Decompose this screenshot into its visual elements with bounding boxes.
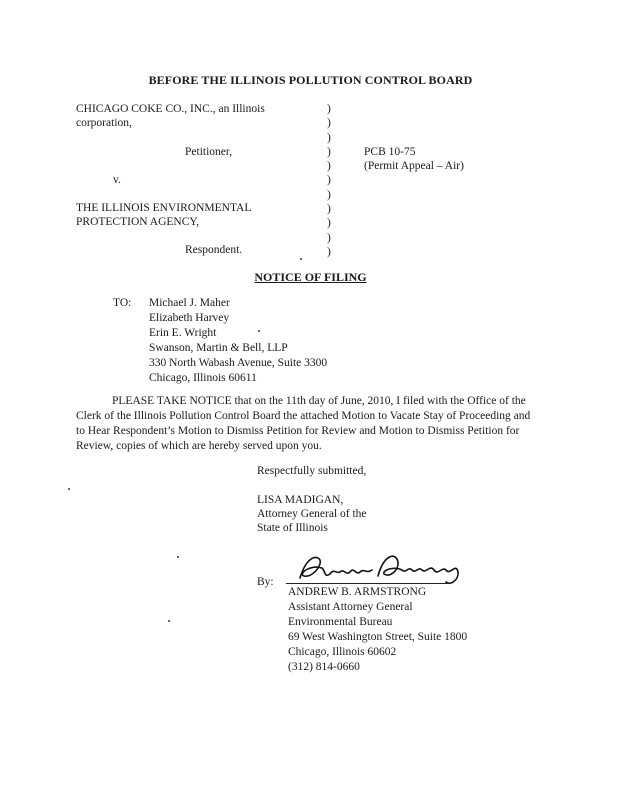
attorney-general-name: LISA MADIGAN, [257,494,344,506]
recipient-line: Erin E. Wright [149,327,217,339]
signature-line [286,583,451,584]
signer-detail-line: Environmental Bureau [288,616,393,628]
recipient-line: 330 North Wabash Avenue, Suite 3300 [149,357,328,369]
recipient-line: Elizabeth Harvey [149,312,230,324]
caption-paren: ) [327,103,331,115]
signer-detail-line: Chicago, Illinois 60602 [288,646,397,658]
scan-speck [258,330,260,332]
caption-paren: ) [327,188,331,201]
caption-paren: ) [327,131,331,144]
notice-body-text: PLEASE TAKE NOTICE that on the 11th day of June, 2010, I filed with the Office of the Clerk of the Illinois Pollution Control Board the attached Motion to Vacate Stay of Proceeding and to Hear Respondent’s Motion to Dismiss Petition for Review and Motion to Dismiss Petition for Review, copies of which are hereby served upon you. [76,395,531,452]
respondent-role: Respondent. [185,244,243,256]
caption-paren: ) [327,217,331,230]
recipient-line: Swanson, Martin & Bell, LLP [149,342,288,354]
petitioner-name-line1: CHICAGO COKE CO., INC., an Illinois [76,103,265,115]
caption-paren: ) [327,174,331,187]
caption-paren: ) [327,203,331,216]
respectfully-submitted: Respectfully submitted, [257,465,367,477]
respondent-name-line1: THE ILLINOIS ENVIRONMENTAL [76,202,252,214]
caption-paren: ) [327,145,331,158]
by-label: By: [257,576,274,588]
caption-paren: ) [327,245,331,258]
handwritten-signature [286,548,466,588]
scan-speck [300,258,302,260]
notice-body-paragraph [76,394,531,454]
case-type: (Permit Appeal – Air) [364,160,464,172]
signer-detail-line: (312) 814-0660 [288,661,360,673]
caption-paren: ) [327,117,331,130]
caption-paren: ) [327,231,331,244]
caption-paren: ) [327,160,331,173]
document-title: BEFORE THE ILLINOIS POLLUTION CONTROL BOARD [148,73,473,87]
case-number: PCB 10-75 [364,146,416,158]
caption-parentheses [327,102,337,259]
scan-speck [68,488,70,490]
respondent-name-line2: PROTECTION AGENCY, [76,216,200,228]
versus-label: v. [113,174,121,186]
signer-detail-line: 69 West Washington Street, Suite 1800 [288,631,468,643]
recipient-line: Chicago, Illinois 60611 [149,372,257,384]
signer-detail-line: Assistant Attorney General [288,601,413,613]
scan-speck [177,556,179,558]
petitioner-name-line2: corporation, [76,117,132,129]
to-label: TO: [113,297,132,309]
attorney-general-title-line1: Attorney General of the [257,508,367,520]
petitioner-role: Petitioner, [185,146,233,158]
scan-speck [168,620,170,622]
notice-heading: NOTICE OF FILING [254,270,367,284]
recipient-line: Michael J. Maher [149,297,230,309]
attorney-general-title-line2: State of Illinois [257,522,328,534]
signer-name: ANDREW B. ARMSTRONG [288,586,427,598]
